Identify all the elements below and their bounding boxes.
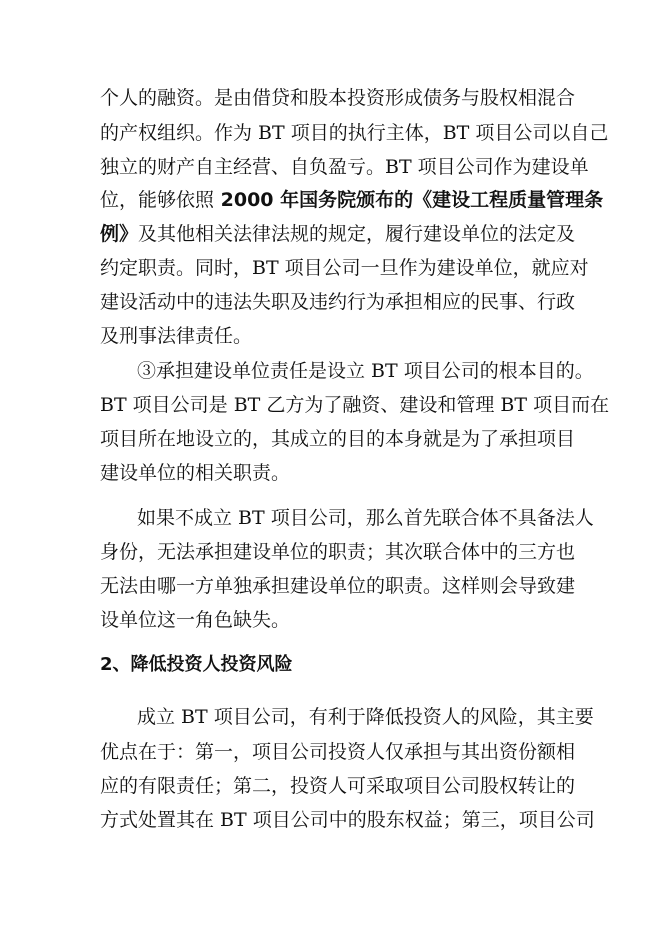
- paragraph-line: 项目所在地设立的，其成立的目的本身就是为了承担项目: [100, 428, 576, 450]
- paragraph-line-mixed: [100, 222, 576, 246]
- paragraph-line-mixed: [100, 188, 604, 212]
- paragraph-line: 独立的财产自主经营、自负盈亏。BT 项目公司作为建设单: [100, 156, 589, 178]
- paragraph-line-indented: 如果不成立 BT 项目公司，那么首先联合体不具备法人: [137, 507, 594, 529]
- paragraph-line: 个人的融资。是由借贷和股本投资形成债务与股权相混合: [100, 87, 576, 109]
- paragraph-line-last: 建设单位的相关职责。: [100, 462, 291, 484]
- paragraph-line: 无法由哪一方单独承担建设单位的职责。这样则会导致建: [100, 575, 576, 597]
- paragraph-line: BT 项目公司是 BT 乙方为了融资、建设和管理 BT 项目而在: [100, 394, 610, 416]
- paragraph-line: 建设活动中的违法失职及违约行为承担相应的民事、行政: [100, 291, 576, 313]
- paragraph-line: 身份，无法承担建设单位的职责；其次联合体中的三方也: [100, 541, 576, 563]
- paragraph-line-indented: ③承担建设单位责任是设立 BT 项目公司的根本目的。: [137, 360, 594, 382]
- paragraph-text: 位，能够依照: [100, 189, 215, 211]
- paragraph-line: 方式处置其在 BT 项目公司中的股东权益；第三，项目公司: [100, 809, 595, 831]
- paragraph-line-last: 设单位这一角色缺失。: [100, 609, 291, 631]
- paragraph-line: 应的有限责任；第二，投资人可采取项目公司股权转让的: [100, 775, 576, 797]
- paragraph-line-indented: 成立 BT 项目公司，有利于降低投资人的风险，其主要: [137, 706, 594, 728]
- section-heading: 2、降低投资人投资风险: [100, 654, 293, 675]
- paragraph-text: 及其他相关法律法规的规定，履行建设单位的法定及: [138, 223, 576, 245]
- paragraph-line-last: 及刑事法律责任。: [100, 325, 253, 347]
- bold-citation-text: 2000 年国务院颁布的《建设工程质量管理条: [214, 189, 604, 211]
- paragraph-line: 约定职责。同时，BT 项目公司一旦作为建设单位，就应对: [100, 257, 589, 279]
- paragraph-line: 的产权组织。作为 BT 项目的执行主体，BT 项目公司以自己: [100, 122, 609, 144]
- bold-citation-text: 例》: [100, 223, 139, 245]
- paragraph-line: 优点在于：第一，项目公司投资人仅承担与其出资份额相: [100, 741, 576, 763]
